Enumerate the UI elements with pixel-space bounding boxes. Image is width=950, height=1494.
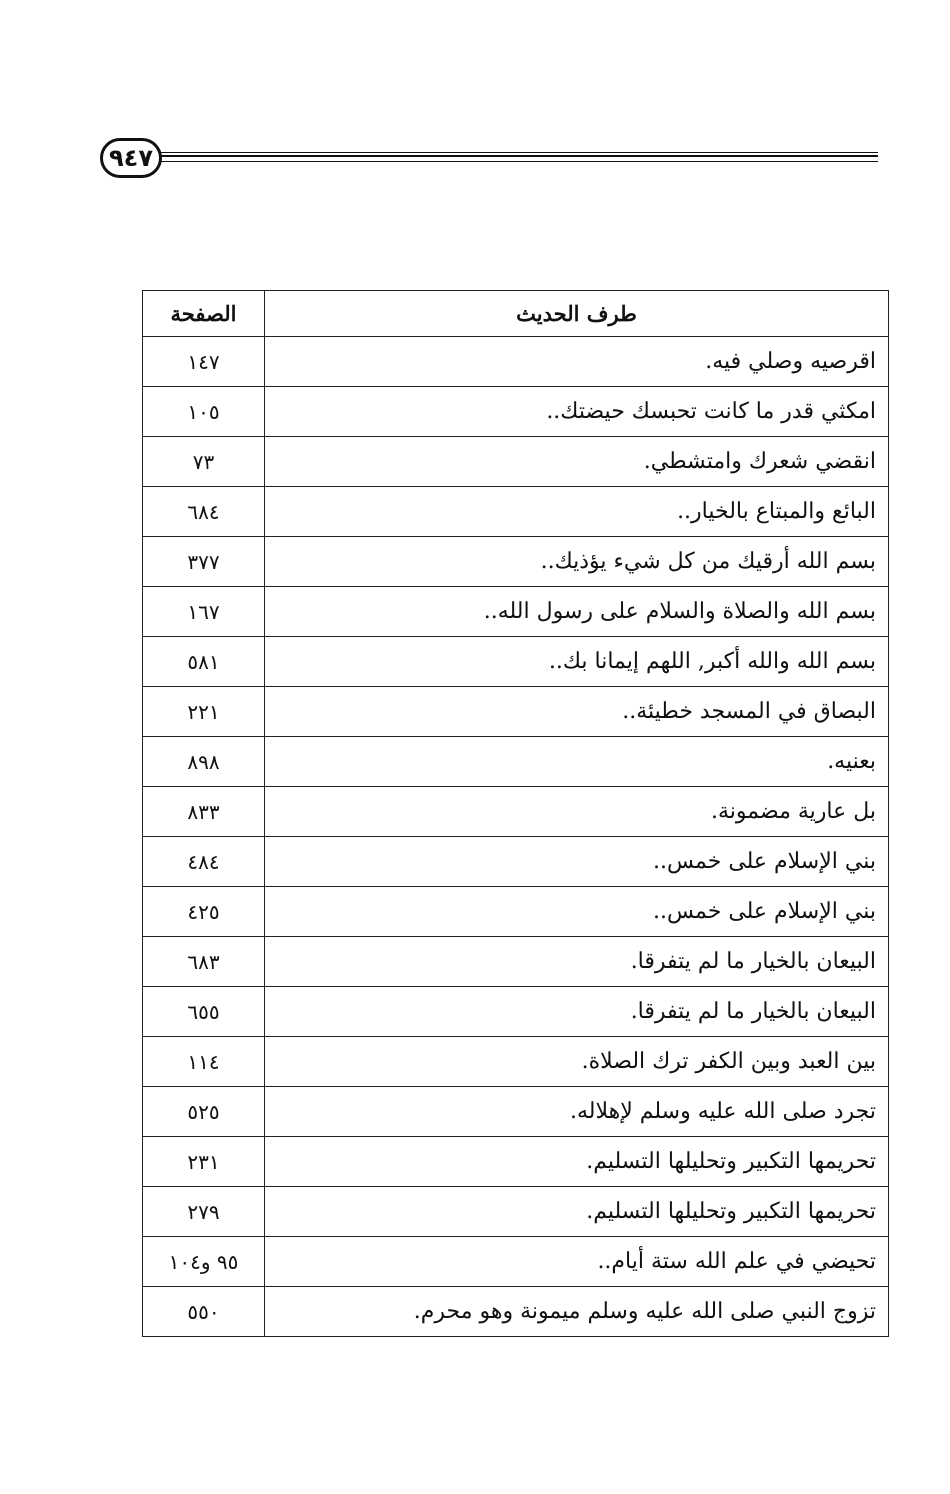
hadith-text: بسم الله والصلاة والسلام على رسول الله.. <box>265 587 889 637</box>
hadith-text: تجرد صلى الله عليه وسلم لإهلاله. <box>265 1087 889 1137</box>
table-row <box>143 987 889 1037</box>
table-row <box>143 1137 889 1187</box>
table-row <box>143 587 889 637</box>
hadith-text: بني الإسلام على خمس.. <box>265 837 889 887</box>
table-row <box>143 337 889 387</box>
table-row <box>143 537 889 587</box>
page-ref: ٧٣ <box>143 437 265 487</box>
header-rule <box>156 152 878 162</box>
table-row <box>143 887 889 937</box>
table-row <box>143 637 889 687</box>
hadith-text: البصاق في المسجد خطيئة.. <box>265 687 889 737</box>
hadith-text: بسم الله أرقيك من كل شيء يؤذيك.. <box>265 537 889 587</box>
hadith-text: تحريمها التكبير وتحليلها التسليم. <box>265 1137 889 1187</box>
table-row <box>143 1037 889 1087</box>
table-row <box>143 1087 889 1137</box>
header-page: الصفحة <box>143 291 265 337</box>
hadith-text: البائع والمبتاع بالخيار.. <box>265 487 889 537</box>
page-ref: ٨٩٨ <box>143 737 265 787</box>
table-row <box>143 437 889 487</box>
hadith-text: بني الإسلام على خمس.. <box>265 887 889 937</box>
page-ref: ١٤٧ <box>143 337 265 387</box>
table-row <box>143 1237 889 1287</box>
table-row <box>143 687 889 737</box>
hadith-text: تحيضي في علم الله ستة أيام.. <box>265 1237 889 1287</box>
page-ref: ٥٥٠ <box>143 1287 265 1337</box>
hadith-text: بعنيه. <box>265 737 889 787</box>
hadith-text: البيعان بالخيار ما لم يتفرقا. <box>265 937 889 987</box>
table-row <box>143 1187 889 1237</box>
hadith-text: تزوج النبي صلى الله عليه وسلم ميمونة وهو محرم. <box>265 1287 889 1337</box>
table-row <box>143 737 889 787</box>
table-row <box>143 1287 889 1337</box>
table-row <box>143 787 889 837</box>
table-header-row <box>143 291 889 337</box>
page-ref: ٥٢٥ <box>143 1087 265 1137</box>
page-header <box>100 134 878 184</box>
page-ref: ١٦٧ <box>143 587 265 637</box>
page-ref: ٤٨٤ <box>143 837 265 887</box>
page-ref: ٢٢١ <box>143 687 265 737</box>
page-ref: ٨٣٣ <box>143 787 265 837</box>
page-ref: ٦٨٣ <box>143 937 265 987</box>
page-ref: ٢٣١ <box>143 1137 265 1187</box>
hadith-text: انقضي شعرك وامتشطي. <box>265 437 889 487</box>
page-ref: ٣٧٧ <box>143 537 265 587</box>
page-ref: ٦٨٤ <box>143 487 265 537</box>
header-hadith: طرف الحديث <box>265 291 889 337</box>
hadith-text: تحريمها التكبير وتحليلها التسليم. <box>265 1187 889 1237</box>
hadith-text: البيعان بالخيار ما لم يتفرقا. <box>265 987 889 1037</box>
page-ref: ٤٢٥ <box>143 887 265 937</box>
table-row <box>143 387 889 437</box>
hadith-text: بين العبد وبين الكفر ترك الصلاة. <box>265 1037 889 1087</box>
page-ref: ٦٥٥ <box>143 987 265 1037</box>
page-number: ٩٤٧ <box>100 138 162 178</box>
table-row <box>143 837 889 887</box>
hadith-index-table <box>142 290 889 1337</box>
hadith-text: امكثي قدر ما كانت تحبسك حيضتك.. <box>265 387 889 437</box>
page-ref: ١٠٥ <box>143 387 265 437</box>
page-ref: ١١٤ <box>143 1037 265 1087</box>
table-row <box>143 487 889 537</box>
hadith-text: اقرصيه وصلي فيه. <box>265 337 889 387</box>
hadith-text: بل عارية مضمونة. <box>265 787 889 837</box>
page-ref: ٥٨١ <box>143 637 265 687</box>
table-body <box>143 337 889 1337</box>
page-ref: ٢٧٩ <box>143 1187 265 1237</box>
page-ref: ٩٥ و١٠٤ <box>143 1237 265 1287</box>
table-row <box>143 937 889 987</box>
hadith-text: بسم الله والله أكبر, اللهم إيمانا بك.. <box>265 637 889 687</box>
